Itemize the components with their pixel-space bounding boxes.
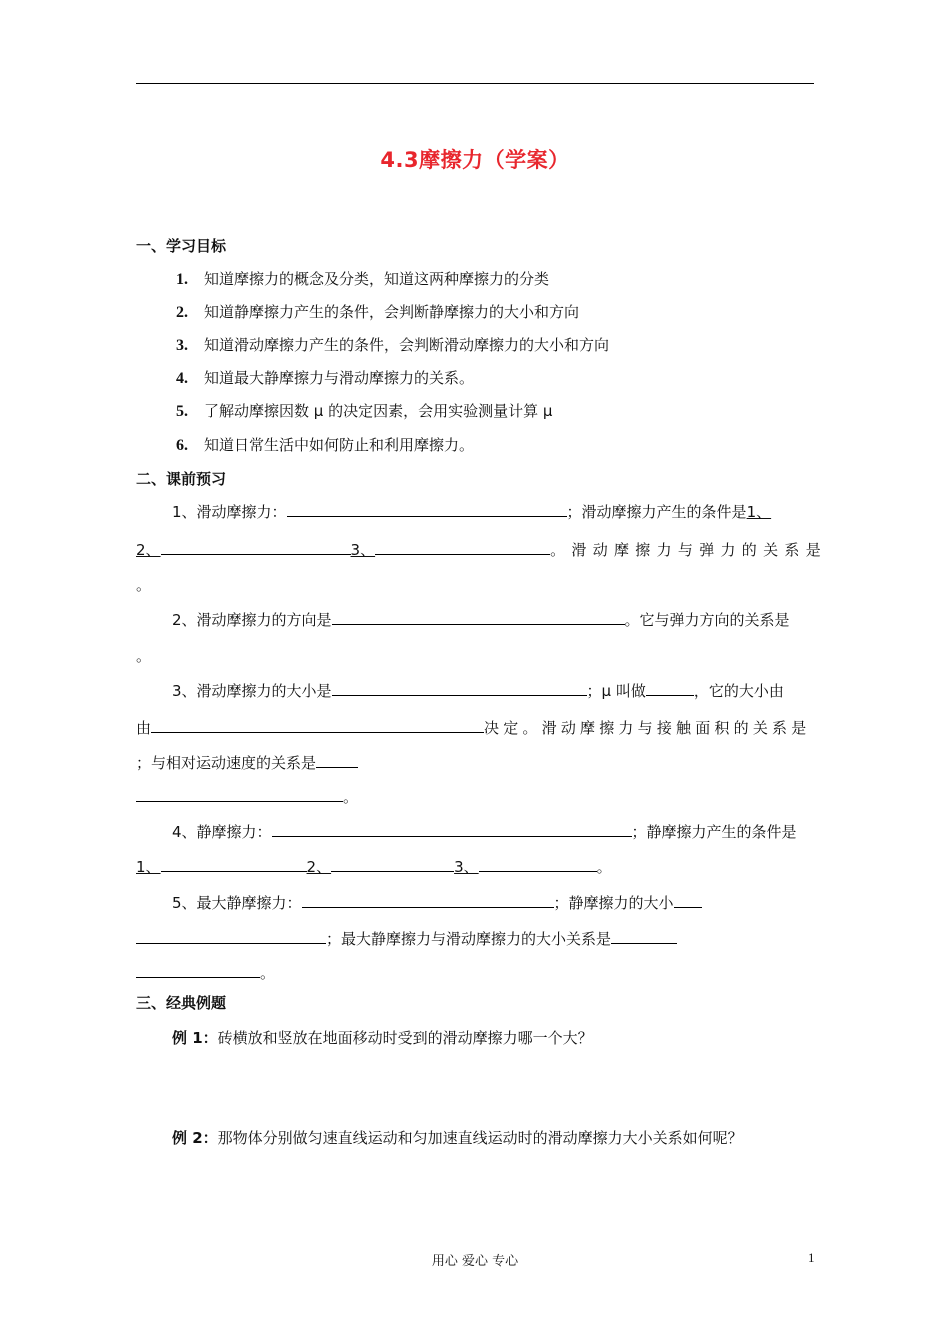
q4-condition-2: 2、 (306, 858, 332, 876)
objective-number: 6. (176, 437, 188, 454)
answer-blank[interactable] (479, 856, 597, 872)
q5-label: 5、最大静摩擦力： (172, 894, 302, 912)
answer-blank[interactable] (332, 609, 625, 625)
q3-speed-label: ；与相对运动速度的关系是 (136, 754, 317, 772)
preview-q1-line2 (136, 539, 827, 560)
objective-item (176, 367, 474, 388)
preview-q3-line4 (136, 786, 358, 807)
answer-blank[interactable] (316, 752, 358, 768)
answer-blank[interactable] (375, 539, 550, 555)
q1-condition-label: ；滑动摩擦力产生的条件是 (566, 503, 747, 521)
answer-blank[interactable] (161, 539, 351, 555)
page-number: 1 (808, 1250, 815, 1265)
objective-text: 知道滑动摩擦力产生的条件，会判断滑动摩擦力的大小和方向 (204, 336, 610, 354)
preview-q2-line1 (172, 609, 790, 630)
q3-size-label: ，它的大小由 (693, 682, 784, 700)
preview-q3-line3 (136, 752, 358, 773)
q1-label: 1、滑动摩擦力： (172, 503, 287, 521)
preview-q2-line2 (136, 645, 151, 666)
q1-end: 。 (136, 576, 152, 594)
example-text: 砖横放和竖放在地面移动时受到的滑动摩擦力哪一个大？ (217, 1029, 593, 1047)
q3-area-label: 决定。滑动摩擦力与接触面积的关系是 (484, 719, 811, 737)
page-footer: 用心 爱心 专心 (431, 1254, 519, 1269)
preview-q1-line1 (172, 501, 771, 522)
q5-size-label: ；静摩擦力的大小 (553, 894, 674, 912)
q3-by: 由 (136, 719, 152, 737)
q1-condition-1: 1、 (746, 503, 772, 521)
q3-label: 3、滑动摩擦力的大小是 (172, 682, 332, 700)
answer-blank[interactable] (646, 680, 694, 696)
preview-q5-line1 (172, 892, 702, 913)
q3-mu-label: ；μ 叫做 (586, 682, 646, 700)
answer-blank[interactable] (136, 786, 343, 802)
preview-q3-line2 (136, 717, 810, 738)
objective-text: 知道最大静摩擦力与滑动摩擦力的关系。 (204, 369, 475, 387)
answer-blank[interactable] (674, 892, 702, 908)
preview-q5-line3 (136, 962, 275, 983)
q5-end: 。 (260, 964, 276, 982)
example-text: 那物体分别做匀速直线运动和匀加速直线运动时的滑动摩擦力大小关系如何呢？ (217, 1129, 743, 1147)
q4-condition-1: 1、 (136, 858, 161, 876)
objective-number: 1. (176, 271, 188, 288)
preview-q5-line2 (136, 928, 677, 949)
objective-item (176, 301, 579, 322)
q1-condition-3: 3、 (350, 541, 376, 559)
answer-blank[interactable] (151, 717, 484, 733)
objective-text: 知道静摩擦力产生的条件，会判断静摩擦力的大小和方向 (204, 303, 580, 321)
answer-blank[interactable] (136, 928, 326, 944)
q1-condition-2: 2、 (136, 541, 161, 559)
preview-q4-line1 (172, 821, 797, 842)
header-rule (136, 83, 814, 84)
objective-text: 知道日常生活中如何防止和利用摩擦力。 (204, 436, 475, 454)
q2-relation-label: 。它与弹力方向的关系是 (624, 611, 790, 629)
objective-item (176, 434, 474, 455)
objective-text: 了解动摩擦因数 μ 的决定因素，会用实验测量计算 μ (204, 402, 553, 420)
objective-item (176, 334, 609, 355)
answer-blank[interactable] (136, 962, 260, 978)
objective-number: 4. (176, 370, 188, 387)
example-label: 例 1： (172, 1029, 218, 1047)
q4-end: 。 (596, 858, 612, 876)
q2-label: 2、滑动摩擦力的方向是 (172, 611, 332, 629)
page-title: 4.3摩擦力（学案） (380, 148, 570, 172)
objective-number: 3. (176, 337, 188, 354)
preview-q1-line3 (136, 574, 151, 595)
answer-blank[interactable] (332, 680, 587, 696)
answer-blank[interactable] (302, 892, 554, 908)
answer-blank[interactable] (331, 856, 454, 872)
section-heading-preview: 二、课前预习 (136, 470, 227, 488)
q4-condition-label: ；静摩擦力产生的条件是 (631, 823, 797, 841)
q4-label: 4、静摩擦力： (172, 823, 272, 841)
answer-blank[interactable] (611, 928, 677, 944)
objective-item (176, 268, 549, 289)
preview-q3-line1 (172, 680, 784, 701)
answer-blank[interactable] (161, 856, 307, 872)
q1-relation-label: 。滑动摩擦力与弹力的关系是 (550, 541, 827, 559)
objective-item (176, 400, 552, 421)
answer-blank[interactable] (272, 821, 632, 837)
q2-end: 。 (136, 647, 152, 665)
q5-relation-label: ；最大静摩擦力与滑动摩擦力的大小关系是 (326, 930, 612, 948)
q3-end: 。 (343, 788, 359, 806)
example-1 (172, 1027, 593, 1048)
objective-number: 2. (176, 304, 188, 321)
preview-q4-line2 (136, 856, 612, 877)
example-label: 例 2： (172, 1129, 218, 1147)
example-2 (172, 1127, 743, 1148)
q4-condition-3: 3、 (454, 858, 479, 876)
section-heading-examples: 三、经典例题 (136, 994, 227, 1012)
answer-blank[interactable] (287, 501, 567, 517)
objective-text: 知道摩擦力的概念及分类，知道这两种摩擦力的分类 (204, 270, 550, 288)
objective-number: 5. (176, 403, 188, 420)
section-heading-objectives: 一、学习目标 (136, 237, 227, 255)
